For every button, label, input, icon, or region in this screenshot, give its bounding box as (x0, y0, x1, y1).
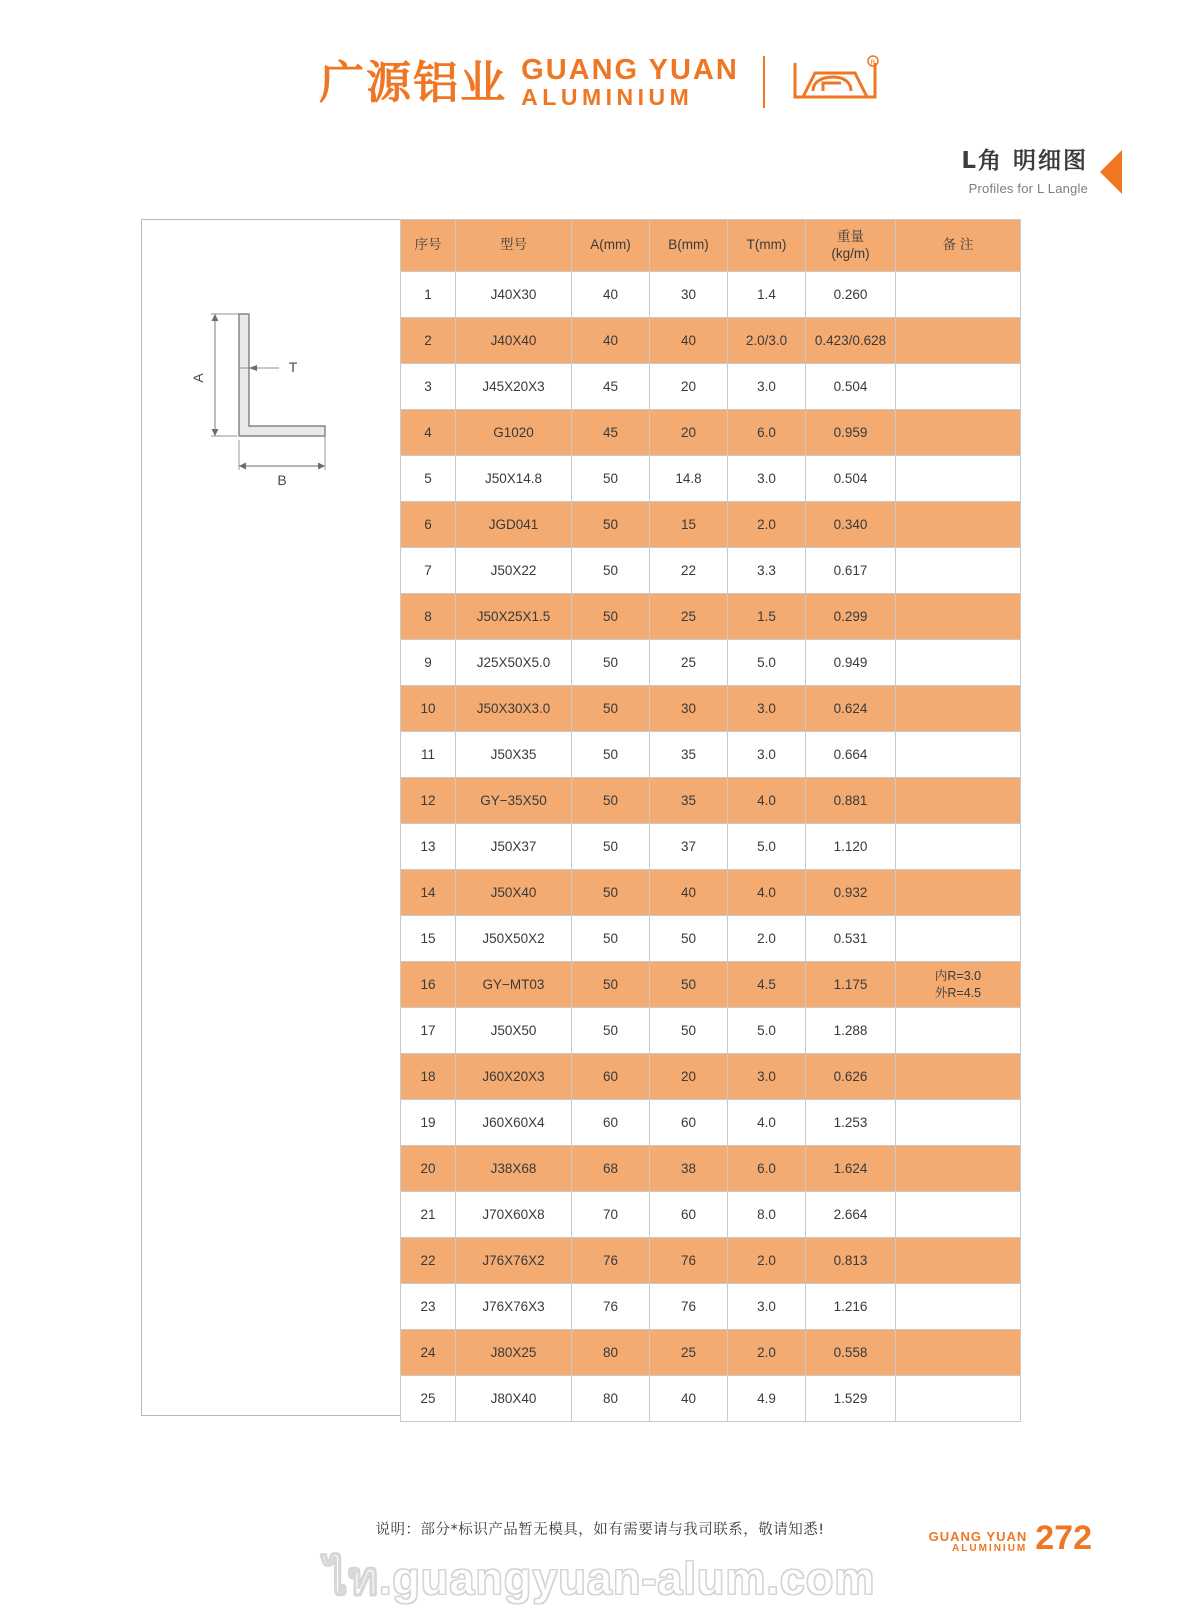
cell-a: 60 (572, 1054, 650, 1100)
cell-t: 3.0 (728, 732, 806, 778)
cell-weight: 0.423/0.628 (806, 318, 896, 364)
cell-remark (896, 870, 1021, 916)
cell-model: J38X68 (456, 1146, 572, 1192)
cell-no: 15 (401, 916, 456, 962)
cell-no: 1 (401, 272, 456, 318)
cell-b: 35 (650, 778, 728, 824)
cell-b: 20 (650, 364, 728, 410)
cell-b: 30 (650, 272, 728, 318)
table-row (401, 870, 1021, 916)
cell-weight: 0.624 (806, 686, 896, 732)
cell-a: 50 (572, 548, 650, 594)
cell-no: 3 (401, 364, 456, 410)
table-row (401, 1238, 1021, 1284)
cell-no: 23 (401, 1284, 456, 1330)
table-row (401, 1376, 1021, 1422)
cell-remark (896, 1146, 1021, 1192)
cell-model: G1020 (456, 410, 572, 456)
cell-remark (896, 1008, 1021, 1054)
l-profile-shape (239, 314, 325, 436)
cell-model: J80X25 (456, 1330, 572, 1376)
cell-a: 50 (572, 824, 650, 870)
cell-no: 24 (401, 1330, 456, 1376)
cell-a: 50 (572, 594, 650, 640)
cell-no: 4 (401, 410, 456, 456)
column-header-weight-line2: (kg/m) (831, 245, 870, 261)
cell-a: 40 (572, 272, 650, 318)
cell-model: J40X40 (456, 318, 572, 364)
cell-t: 2.0/3.0 (728, 318, 806, 364)
column-header-no: 序号 (401, 220, 456, 272)
cell-no: 5 (401, 456, 456, 502)
table-row (401, 456, 1021, 502)
cell-remark (896, 548, 1021, 594)
cell-b: 60 (650, 1192, 728, 1238)
cell-model: J70X60X8 (456, 1192, 572, 1238)
cell-b: 30 (650, 686, 728, 732)
cell-remark (896, 916, 1021, 962)
cell-weight: 0.260 (806, 272, 896, 318)
cell-a: 50 (572, 778, 650, 824)
cell-model: J45X20X3 (456, 364, 572, 410)
cell-t: 3.0 (728, 686, 806, 732)
company-logo (319, 53, 881, 111)
table-row (401, 364, 1021, 410)
specification-table (400, 219, 1021, 1422)
cell-weight: 0.531 (806, 916, 896, 962)
table-row (401, 1008, 1021, 1054)
cell-b: 40 (650, 870, 728, 916)
cell-model: J50X50 (456, 1008, 572, 1054)
cell-t: 5.0 (728, 640, 806, 686)
dimension-label-a: A (190, 373, 206, 383)
cell-remark (896, 1238, 1021, 1284)
svg-text:R: R (870, 58, 876, 67)
cell-model: J76X76X3 (456, 1284, 572, 1330)
cell-t: 4.5 (728, 962, 806, 1008)
cell-t: 5.0 (728, 824, 806, 870)
footer-note: 说明：部分*标识产品暂无模具，如有需要请与我司联系，敬请知悉! (375, 1522, 825, 1538)
cell-no: 20 (401, 1146, 456, 1192)
page-title-english: Profiles for L Langle (968, 180, 1088, 196)
cell-t: 3.0 (728, 1284, 806, 1330)
table-row (401, 502, 1021, 548)
cell-model: J50X40 (456, 870, 572, 916)
cell-b: 40 (650, 318, 728, 364)
page-title-chinese: L角 明细图 (961, 148, 1088, 174)
cell-t: 3.0 (728, 1054, 806, 1100)
table-row (401, 916, 1021, 962)
cell-t: 2.0 (728, 916, 806, 962)
cell-a: 50 (572, 732, 650, 778)
cell-no: 9 (401, 640, 456, 686)
gy-monogram-icon (789, 53, 881, 111)
cell-a: 76 (572, 1238, 650, 1284)
cell-model: J50X35 (456, 732, 572, 778)
cell-a: 45 (572, 364, 650, 410)
cell-weight: 1.624 (806, 1146, 896, 1192)
table-row (401, 1284, 1021, 1330)
cell-remark (896, 364, 1021, 410)
cell-remark (896, 1330, 1021, 1376)
cell-a: 50 (572, 916, 650, 962)
cell-no: 16 (401, 962, 456, 1008)
column-header-b: B(mm) (650, 220, 728, 272)
table-row (401, 732, 1021, 778)
cell-b: 50 (650, 1008, 728, 1054)
cell-remark (896, 1376, 1021, 1422)
column-header-remark: 备 注 (896, 220, 1021, 272)
cell-model: JGD041 (456, 502, 572, 548)
table-row (401, 640, 1021, 686)
logo-english-line2: ALUMINIUM (521, 84, 694, 111)
cell-a: 50 (572, 502, 650, 548)
table-row (401, 1146, 1021, 1192)
cell-t: 1.5 (728, 594, 806, 640)
logo-chinese-name: 广源铝业 (319, 55, 508, 109)
column-header-a: A(mm) (572, 220, 650, 272)
cell-no: 25 (401, 1376, 456, 1422)
cell-t: 4.9 (728, 1376, 806, 1422)
table-row (401, 1054, 1021, 1100)
table-row (401, 1192, 1021, 1238)
logo-divider (763, 56, 765, 108)
cell-weight: 1.288 (806, 1008, 896, 1054)
cell-model: J60X20X3 (456, 1054, 572, 1100)
cell-remark (896, 410, 1021, 456)
cell-b: 60 (650, 1100, 728, 1146)
table-row (401, 594, 1021, 640)
cell-no: 19 (401, 1100, 456, 1146)
cell-b: 20 (650, 410, 728, 456)
cell-model: J80X40 (456, 1376, 572, 1422)
cell-weight: 1.175 (806, 962, 896, 1008)
cell-remark (896, 686, 1021, 732)
cell-model: J25X50X5.0 (456, 640, 572, 686)
table-row (401, 778, 1021, 824)
cell-b: 50 (650, 916, 728, 962)
cell-no: 8 (401, 594, 456, 640)
cell-no: 10 (401, 686, 456, 732)
cell-no: 13 (401, 824, 456, 870)
page-number: 272 (1035, 1518, 1092, 1557)
cell-a: 76 (572, 1284, 650, 1330)
table-row (401, 272, 1021, 318)
cell-remark-line1: 内R=3.0 (934, 968, 982, 983)
table-body (401, 272, 1021, 1422)
cell-b: 38 (650, 1146, 728, 1192)
cell-a: 50 (572, 686, 650, 732)
cell-t: 3.0 (728, 364, 806, 410)
cell-t: 8.0 (728, 1192, 806, 1238)
cell-b: 25 (650, 640, 728, 686)
cell-t: 2.0 (728, 1238, 806, 1284)
cell-remark (896, 962, 1021, 1008)
cell-t: 4.0 (728, 870, 806, 916)
cell-b: 35 (650, 732, 728, 778)
column-header-model: 型号 (456, 220, 572, 272)
cell-weight: 0.959 (806, 410, 896, 456)
footer-brand-line1: GUANG YUAN (928, 1528, 1028, 1544)
page-header (0, 42, 1200, 122)
cell-t: 1.4 (728, 272, 806, 318)
cell-remark (896, 640, 1021, 686)
cell-a: 50 (572, 870, 650, 916)
cell-weight: 0.299 (806, 594, 896, 640)
cell-remark (896, 778, 1021, 824)
column-header-t: T(mm) (728, 220, 806, 272)
cell-a: 68 (572, 1146, 650, 1192)
title-arrow-icon (1100, 150, 1122, 194)
cell-remark (896, 594, 1021, 640)
cell-b: 22 (650, 548, 728, 594)
cell-b: 25 (650, 594, 728, 640)
cell-weight: 0.617 (806, 548, 896, 594)
cell-weight: 0.626 (806, 1054, 896, 1100)
dimension-label-b: B (277, 472, 287, 488)
cell-t: 3.0 (728, 456, 806, 502)
cell-b: 40 (650, 1376, 728, 1422)
cell-weight: 0.932 (806, 870, 896, 916)
cell-a: 60 (572, 1100, 650, 1146)
cell-remark (896, 1100, 1021, 1146)
footer-brand-line2: ALUMINIUM (952, 1542, 1028, 1554)
cell-no: 18 (401, 1054, 456, 1100)
cell-t: 3.3 (728, 548, 806, 594)
table-row (401, 410, 1021, 456)
cell-weight: 0.949 (806, 640, 896, 686)
cell-remark-line2: 外R=4.5 (934, 985, 982, 1000)
cell-model: J50X25X1.5 (456, 594, 572, 640)
dimension-label-t: T (288, 359, 298, 375)
cell-no: 11 (401, 732, 456, 778)
cell-a: 50 (572, 962, 650, 1008)
cell-remark (896, 732, 1021, 778)
cell-weight: 1.216 (806, 1284, 896, 1330)
cell-model: J76X76X2 (456, 1238, 572, 1284)
table-row (401, 318, 1021, 364)
cell-a: 45 (572, 410, 650, 456)
cell-no: 21 (401, 1192, 456, 1238)
cell-b: 37 (650, 824, 728, 870)
cell-remark (896, 1192, 1021, 1238)
cell-no: 2 (401, 318, 456, 364)
cell-a: 50 (572, 640, 650, 686)
cell-model: J50X37 (456, 824, 572, 870)
table-row (401, 962, 1021, 1008)
cell-no: 6 (401, 502, 456, 548)
cell-t: 6.0 (728, 410, 806, 456)
table-row (401, 824, 1021, 870)
cell-a: 80 (572, 1330, 650, 1376)
cell-model: GY−MT03 (456, 962, 572, 1008)
cell-t: 5.0 (728, 1008, 806, 1054)
column-header-weight (806, 220, 896, 272)
cell-no: 14 (401, 870, 456, 916)
cell-a: 40 (572, 318, 650, 364)
cell-b: 25 (650, 1330, 728, 1376)
cell-weight: 0.340 (806, 502, 896, 548)
table-row (401, 686, 1021, 732)
cell-remark (896, 318, 1021, 364)
cell-b: 20 (650, 1054, 728, 1100)
cell-weight: 0.664 (806, 732, 896, 778)
cell-weight: 1.529 (806, 1376, 896, 1422)
cell-model: J50X22 (456, 548, 572, 594)
cell-b: 76 (650, 1238, 728, 1284)
cell-no: 12 (401, 778, 456, 824)
cell-weight: 1.253 (806, 1100, 896, 1146)
cell-model: J50X14.8 (456, 456, 572, 502)
cell-model: J60X60X4 (456, 1100, 572, 1146)
cell-a: 70 (572, 1192, 650, 1238)
table-row (401, 1100, 1021, 1146)
cell-model: J50X50X2 (456, 916, 572, 962)
logo-english-name (521, 55, 739, 110)
cell-no: 17 (401, 1008, 456, 1054)
cell-t: 4.0 (728, 1100, 806, 1146)
cell-t: 4.0 (728, 778, 806, 824)
cell-remark (896, 824, 1021, 870)
footer-website-url: ไท.guangyuan-alum.com (324, 1553, 876, 1604)
cell-remark (896, 272, 1021, 318)
cell-b: 14.8 (650, 456, 728, 502)
cell-weight: 0.504 (806, 364, 896, 410)
page-title (961, 148, 1088, 196)
cell-weight: 0.813 (806, 1238, 896, 1284)
cell-model: J40X30 (456, 272, 572, 318)
cell-model: J50X30X3.0 (456, 686, 572, 732)
cell-t: 6.0 (728, 1146, 806, 1192)
cell-no: 22 (401, 1238, 456, 1284)
cell-t: 2.0 (728, 502, 806, 548)
cell-model: GY−35X50 (456, 778, 572, 824)
cell-a: 50 (572, 456, 650, 502)
cell-weight: 0.881 (806, 778, 896, 824)
cell-t: 2.0 (728, 1330, 806, 1376)
cell-no: 7 (401, 548, 456, 594)
cell-remark (896, 1284, 1021, 1330)
cell-remark (896, 502, 1021, 548)
l-angle-diagram (175, 280, 395, 500)
logo-english-line1: GUANG YUAN (521, 53, 739, 86)
cell-b: 50 (650, 962, 728, 1008)
cell-weight: 2.664 (806, 1192, 896, 1238)
table-header-row (401, 220, 1021, 272)
cell-weight: 1.120 (806, 824, 896, 870)
column-header-weight-line1: 重量 (837, 228, 864, 244)
table-row (401, 1330, 1021, 1376)
cell-weight: 0.558 (806, 1330, 896, 1376)
cell-a: 80 (572, 1376, 650, 1422)
cell-weight: 0.504 (806, 456, 896, 502)
cell-b: 15 (650, 502, 728, 548)
cell-remark (896, 1054, 1021, 1100)
table-row (401, 548, 1021, 594)
cell-remark (896, 456, 1021, 502)
cell-a: 50 (572, 1008, 650, 1054)
cell-b: 76 (650, 1284, 728, 1330)
